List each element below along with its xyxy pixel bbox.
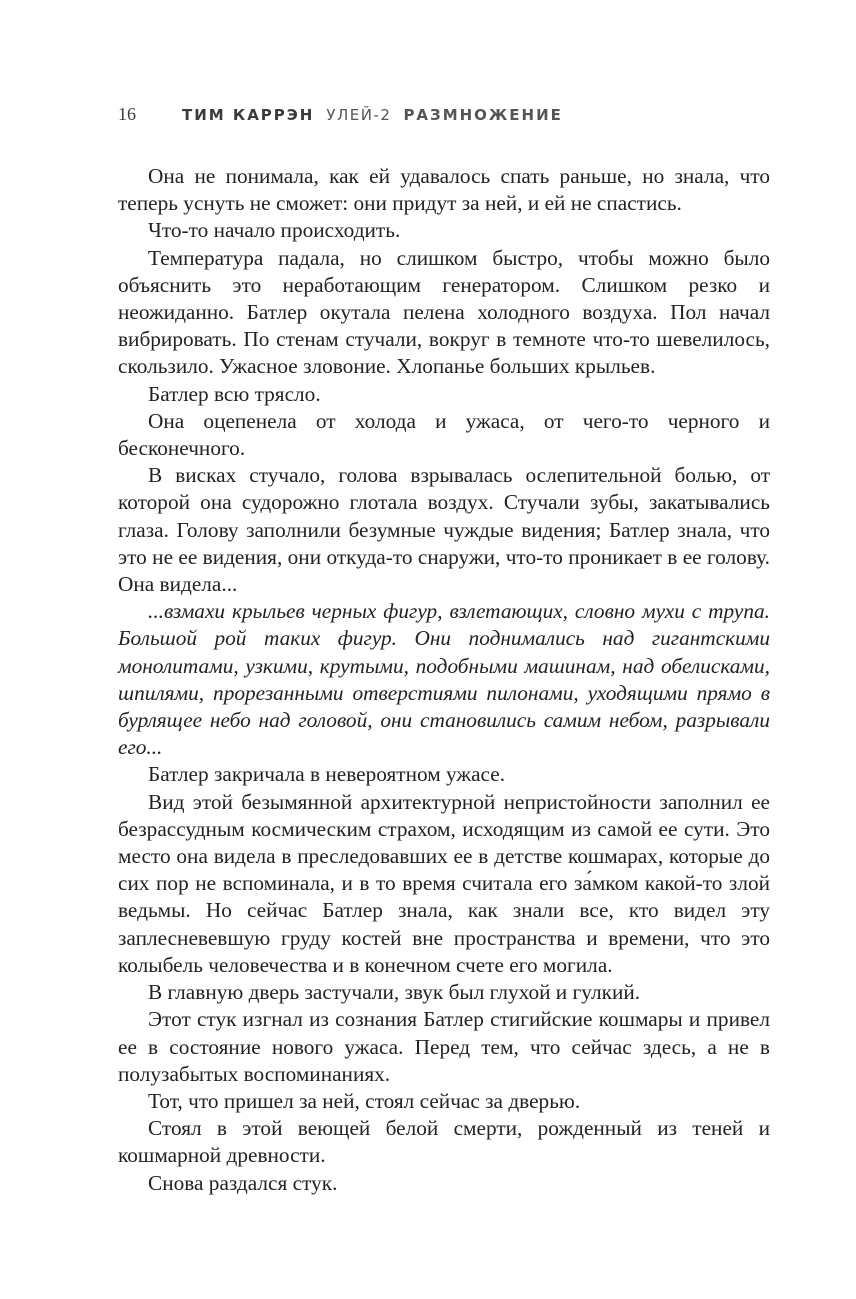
running-head-series: УЛЕЙ-2 bbox=[326, 106, 392, 124]
paragraph: В висках стучало, голова взрывалась ослепительной болью, от которой она судорожно глотала воздух. Стучали зубы, закатывались глаза. Голову заполнили безумные чуждые видения; Батлер знала, что это не ее видения, они откуда-то снаружи, что-то проникает в ее голову. Она видела... bbox=[118, 463, 770, 597]
running-head bbox=[118, 104, 563, 132]
paragraph: Температура падала, но слишком быстро, чтобы можно было объяснить это неработающим генератором. Слишком резко и неожиданно. Батлер окутала пелена холодного воздуха. Пол начал вибрировать. По стенам стучали, вокруг в темноте что-то шевелилось, скользило. Ужасное зловоние. Хлопанье больших крыльев. bbox=[118, 245, 770, 379]
paragraph: Тот, что пришел за ней, стоял сейчас за дверью. bbox=[148, 1088, 581, 1113]
paragraph: Этот стук изгнал из сознания Батлер стигийские кошмары и привел ее в состояние нового ужаса. Перед тем, что сейчас здесь, а не в полузабытых воспоминаниях. bbox=[118, 1007, 770, 1086]
italic-vision-paragraph: ...взмахи крыльев черных фигур, взлетающих, словно мухи с трупа. Большой рой таких фигур. Они поднимались над гигантскими монолитами, узкими, крутыми, подобными машинам, над обелисками, шпилями, прорезанными отверстиями пилонами, уходящими прямо в бурлящее небо над головой, они становились самим небом, разрывали его... bbox=[118, 599, 770, 760]
paragraph: Вид этой безымянной архитектурной непристойности заполнил ее безрассудным космическим страхом, исходящим из самой ее сути. Это место она видела в преследовавших ее в детстве кошмарах, которые до сих пор не вспоминала, и в то время считала его за́мком какой-то злой ведьмы. Но сейчас Батлер знала, как знали все, кто видел эту заплесневевшую груду костей вне пространства и времени, что это колыбель человечества и в конечном счете его могила. bbox=[118, 789, 770, 977]
paragraph: Батлер закричала в невероятном ужасе. bbox=[148, 762, 506, 787]
page-number: 16 bbox=[118, 104, 136, 124]
body-text bbox=[118, 163, 770, 1197]
running-head-author: ТИМ КАРРЭН bbox=[182, 106, 315, 124]
paragraph: Батлер всю трясло. bbox=[148, 381, 321, 406]
paragraph: Она не понимала, как ей удавалось спать раньше, но знала, что теперь уснуть не сможет: они придут за ней, и ей не спастись. bbox=[118, 164, 770, 216]
paragraph: Стоял в этой веющей белой смерти, рожденный из теней и кошмарной древности. bbox=[118, 1116, 770, 1168]
paragraph: Она оцепенела от холода и ужаса, от чего-то черного и бесконечного. bbox=[118, 408, 770, 461]
running-head-title: РАЗМНОЖЕНИЕ bbox=[403, 106, 563, 124]
paragraph: Что-то начало происходить. bbox=[148, 218, 401, 243]
paragraph: В главную дверь застучали, звук был глухой и гулкий. bbox=[148, 980, 641, 1005]
paragraph: Снова раздался стук. bbox=[148, 1170, 338, 1195]
